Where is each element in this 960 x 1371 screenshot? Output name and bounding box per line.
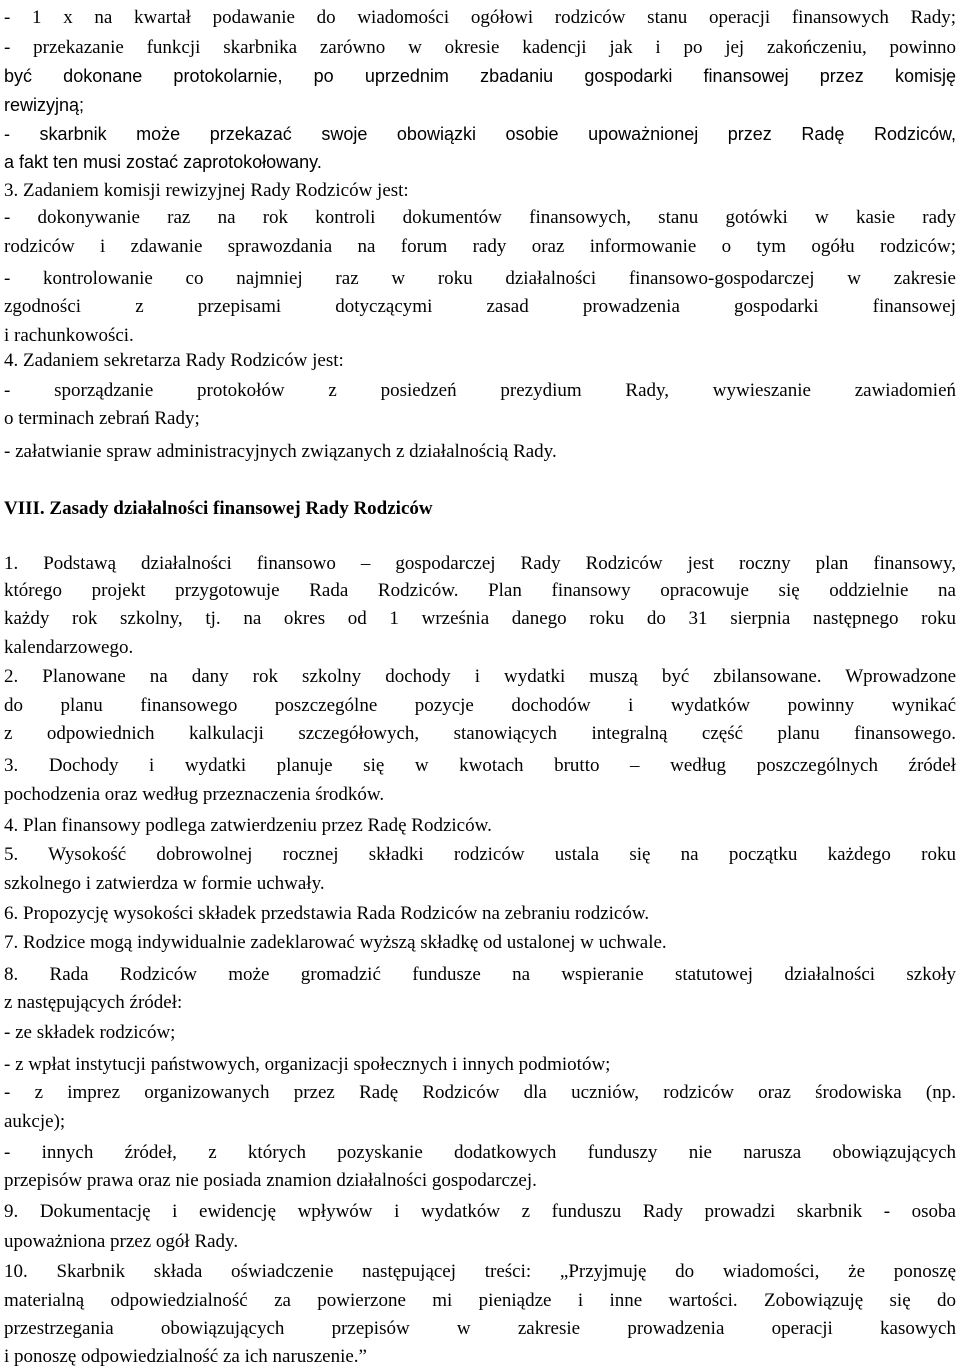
text-line: 4. Plan finansowy podlega zatwierdzeniu przez Radę Rodziców. bbox=[4, 815, 492, 836]
text-line: upoważniona przez ogół Rady. bbox=[4, 1231, 239, 1252]
text-line: rewizyjną; bbox=[4, 95, 85, 115]
text-line: - przekazanie funkcji skarbnika zarówno w okresie kadencji jak i po jej zakończeniu, powinno bbox=[4, 37, 956, 58]
text-line: - innych źródeł, z których pozyskanie dodatkowych funduszy nie narusza obowiązujących bbox=[4, 1142, 956, 1163]
text-line: - skarbnik może przekazać swoje obowiązki osobie upoważnionej przez Radę Rodziców, bbox=[4, 124, 956, 144]
text-line: - załatwianie spraw administracyjnych związanych z działalnością Rady. bbox=[4, 441, 557, 462]
text-line: - sporządzanie protokołów z posiedzeń prezydium Rady, wywieszanie zawiadomień bbox=[4, 380, 956, 401]
text-line: 1. Podstawą działalności finansowo – gospodarczej Rady Rodziców jest roczny plan finansowy, bbox=[4, 553, 956, 574]
text-line: i rachunkowości. bbox=[4, 325, 134, 346]
text-line: kalendarzowego. bbox=[4, 637, 134, 658]
text-line: rodziców i zdawanie sprawozdania na forum rady oraz informowanie o tym ogółu rodziców; bbox=[4, 236, 956, 257]
text-line: aukcje); bbox=[4, 1111, 66, 1132]
text-line: 4. Zadaniem sekretarza Rady Rodziców jest: bbox=[4, 350, 344, 371]
text-line: z następujących źródeł: bbox=[4, 992, 183, 1013]
text-line: każdy rok szkolny, tj. na okres od 1 września danego roku do 31 sierpnia następnego roku bbox=[4, 608, 956, 629]
text-line: o terminach zebrań Rady; bbox=[4, 408, 200, 429]
text-line: - kontrolowanie co najmniej raz w roku działalności finansowo-gospodarczej w zakresie bbox=[4, 268, 956, 289]
text-line: 6. Propozycję wysokości składek przedstawia Rada Rodziców na zebraniu rodziców. bbox=[4, 903, 650, 924]
section-heading: VIII. Zasady działalności finansowej Rady Rodziców bbox=[4, 498, 433, 519]
text-line: przepisów prawa oraz nie posiada znamion działalności gospodarczej. bbox=[4, 1170, 537, 1191]
text-line: a fakt ten musi zostać zaprotokołowany. bbox=[4, 152, 322, 172]
text-line: zgodności z przepisami dotyczącymi zasad prowadzenia gospodarki finansowej bbox=[4, 296, 956, 317]
text-line: 8. Rada Rodziców może gromadzić fundusze na wspieranie statutowej działalności szkoły bbox=[4, 964, 956, 985]
text-line: być dokonane protokolarnie, po uprzednim zbadaniu gospodarki finansowej przez komisję bbox=[4, 66, 956, 86]
text-line: którego projekt przygotowuje Rada Rodziców. Plan finansowy opracowuje się oddzielnie na bbox=[4, 580, 956, 601]
text-line: 3. Zadaniem komisji rewizyjnej Rady Rodziców jest: bbox=[4, 180, 409, 201]
text-line: pochodzenia oraz według przeznaczenia środków. bbox=[4, 784, 385, 805]
text-line: - 1 x na kwartał podawanie do wiadomości ogółowi rodziców stanu operacji finansowych Rady; bbox=[4, 7, 956, 28]
text-line: i ponoszę odpowiedzialność za ich naruszenie.” bbox=[4, 1346, 367, 1367]
text-line: - z imprez organizowanych przez Radę Rodziców dla uczniów, rodziców oraz środowiska (np. bbox=[4, 1082, 956, 1103]
text-line: 7. Rodzice mogą indywidualnie zadeklarować wyższą składkę od ustalonej w uchwale. bbox=[4, 932, 667, 953]
text-line: 10. Skarbnik składa oświadczenie następującej treści: „Przyjmuję do wiadomości, że ponoszę bbox=[4, 1261, 956, 1282]
text-line: 2. Planowane na dany rok szkolny dochody i wydatki muszą być zbilansowane. Wprowadzone bbox=[4, 666, 956, 687]
text-line: - ze składek rodziców; bbox=[4, 1022, 176, 1043]
text-line: do planu finansowego poszczególne pozycje dochodów i wydatków powinny wynikać bbox=[4, 695, 956, 716]
text-line: materialną odpowiedzialność za powierzone mi pieniądze i inne wartości. Zobowiązuję się do bbox=[4, 1290, 956, 1311]
text-line: przestrzegania obowiązujących przepisów w zakresie prowadzenia operacji kasowych bbox=[4, 1318, 956, 1339]
text-line: - dokonywanie raz na rok kontroli dokumentów finansowych, stanu gotówki w kasie rady bbox=[4, 207, 956, 228]
text-line: 9. Dokumentację i ewidencję wpływów i wydatków z funduszu Rady prowadzi skarbnik - osoba bbox=[4, 1201, 956, 1222]
text-line: - z wpłat instytucji państwowych, organizacji społecznych i innych podmiotów; bbox=[4, 1054, 611, 1075]
text-line: szkolnego i zatwierdza w formie uchwały. bbox=[4, 873, 325, 894]
text-line: 5. Wysokość dobrowolnej rocznej składki rodziców ustala się na początku każdego roku bbox=[4, 844, 956, 865]
text-line: 3. Dochody i wydatki planuje się w kwotach brutto – według poszczególnych źródeł bbox=[4, 755, 956, 776]
text-line: z odpowiednich kalkulacji szczegółowych, stanowiących integralną część planu finansowego. bbox=[4, 723, 956, 744]
